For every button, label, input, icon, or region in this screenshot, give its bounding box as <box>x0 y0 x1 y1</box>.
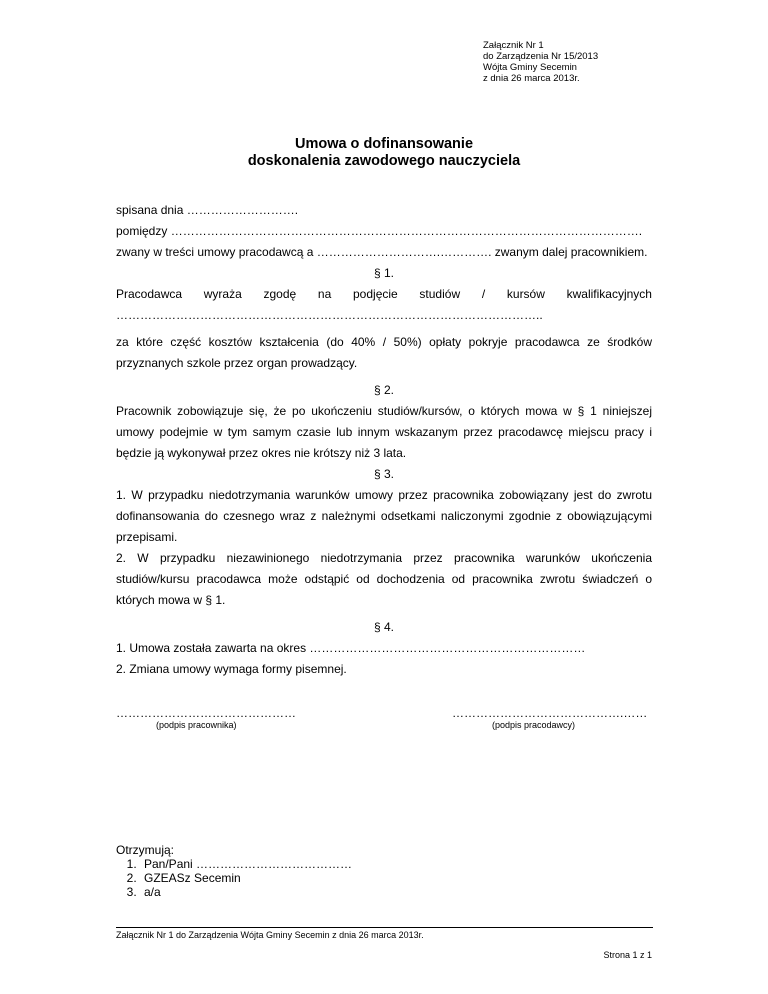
word: kursów <box>506 287 545 301</box>
recipients-list <box>116 857 352 899</box>
employee-signature <box>116 706 296 731</box>
word: Pracodawca <box>116 287 183 301</box>
between-line: pomiędzy ………………………………………………………………………………………………………. <box>116 224 643 238</box>
word: wyraża <box>203 287 242 301</box>
document-title <box>0 136 768 170</box>
section-4-heading: § 4. <box>373 620 394 634</box>
employer-signature <box>452 706 647 731</box>
word: na <box>317 287 332 301</box>
footer-text: Załącznik Nr 1 do Zarządzenia Wójta Gminy Secemin z dnia 26 marca 2013r. <box>116 930 424 940</box>
employee-signature-dots: ……………………………………… <box>116 706 296 720</box>
word: podjęcie <box>353 287 398 301</box>
list-item: 3. a/a <box>140 885 352 899</box>
word: kwalifikacyjnych <box>566 287 652 301</box>
employee-signature-caption: (podpis pracownika) <box>156 720 237 730</box>
attachment-note-line: Wójta Gminy Secemin <box>483 62 577 73</box>
attachment-note-line: Załącznik Nr 1 <box>483 40 544 51</box>
section-4-item-2: 2. Zmiana umowy wymaga formy pisemnej. <box>116 662 347 676</box>
footer-divider <box>116 927 653 928</box>
section-1-consent-line <box>116 284 652 305</box>
recipients-block <box>116 843 352 899</box>
contract-body <box>116 200 652 680</box>
section-2-heading: § 2. <box>373 383 394 397</box>
attachment-note-line: z dnia 26 marca 2013r. <box>483 73 580 84</box>
employer-signature-caption: (podpis pracodawcy) <box>492 720 576 730</box>
page-number: Strona 1 z 1 <box>603 950 652 960</box>
list-item: 1. Pan/Pani ………………………………… <box>140 857 352 871</box>
recipients-heading: Otrzymują: <box>116 843 175 857</box>
title-line-1: Umowa o dofinansowanie <box>294 136 474 152</box>
word: zgodę <box>263 287 297 301</box>
parties-line: zwany w treści umowy pracodawcą a ………………………….…………. zwanym dalej pracownikiem. <box>116 245 648 259</box>
section-4-item-1: 1. Umowa została zawarta na okres …………………………………………………………… <box>116 641 586 655</box>
title-line-2: doskonalenia zawodowego nauczyciela <box>247 153 521 169</box>
section-3-item-2: 2. W przypadku niezawinionego niedotrzymania przez pracownika warunków ukończenia studiów/kursu pracodawca może odstąpić od dochodzenia od pracownika zwrotu świadczeń o których mowa w § 1. <box>116 551 652 607</box>
section-2-text: Pracownik zobowiązuje się, że po ukończeniu studiów/kursów, o których mowa w § 1 niniejszej umowy podejmie w tym samym czasie lub innym wskazanym przez pracodawcę miejscu pracy i będzie ją wykonywał przez okres nie krótszy niż 3 lata. <box>116 404 652 460</box>
word: studiów <box>419 287 461 301</box>
section-1-heading: § 1. <box>373 266 394 280</box>
list-item: 2. GZEASz Secemin <box>140 871 352 885</box>
signed-date-line: spisana dnia ………………………. <box>116 203 299 217</box>
attachment-note <box>483 40 598 84</box>
employer-signature-dots: …………………………………….…… <box>452 706 648 720</box>
section-3-item-1: 1. W przypadku niedotrzymania warunków umowy przez pracownika zobowiązany jest do zwrotu dofinansowania do czesnego wraz z należnymi odsetkami naliczonymi zgodnie z obowiązującymi przepisami. <box>116 488 652 544</box>
word: / <box>481 287 486 301</box>
section-1-text: za które część kosztów kształcenia (do 40% / 50%) opłaty pokryje pracodawca ze środków przyznanych szkole przez organ prowadzący. <box>116 335 652 370</box>
section-1-dots: …………………………………………………………………………………………….. <box>116 308 543 322</box>
section-3-heading: § 3. <box>373 467 394 481</box>
attachment-note-line: do Zarządzenia Nr 15/2013 <box>483 51 599 62</box>
